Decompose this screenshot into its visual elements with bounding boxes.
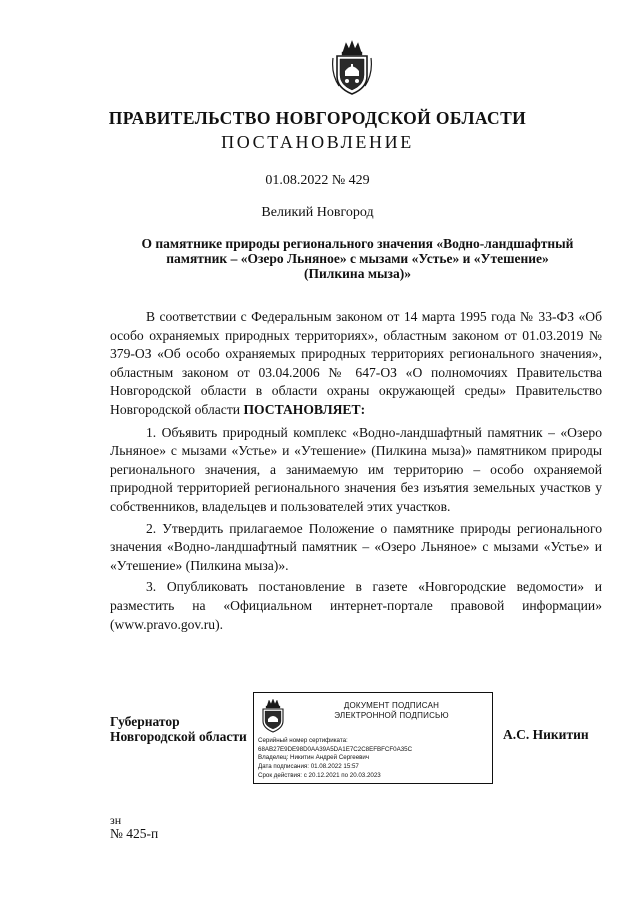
stamp-signed-date: Дата подписания: 01.08.2022 15:57 [258, 763, 359, 771]
stamp-heading [294, 701, 489, 721]
signer-role-line: Новгородской области [110, 729, 247, 744]
stamp-heading-line: ДОКУМЕНТ ПОДПИСАН [343, 701, 440, 710]
stamp-heading-line: ЭЛЕКТРОННОЙ ПОДПИСЬЮ [334, 711, 449, 720]
subject-line: памятник – «Озеро Льняное» с мызами «Устье» и «Утешение» [166, 251, 549, 266]
coat-of-arms-icon [331, 38, 373, 96]
signer-role-line: Губернатор [110, 714, 180, 729]
stamp-details [258, 737, 490, 781]
paragraph-item-3: 3. Опубликовать постановление в газете «Новгородские ведомости» и разместить на «Официальном интернет-портале правовой информации» (www.pravo.gov.ru). [110, 579, 602, 632]
paragraph-item-2: 2. Утвердить прилагаемое Положение о памятнике природы регионального значения «Водно-ландшафтный памятник – «Озеро Льняное» с мызами «Устье» и «Утешение» (Пилкина мыза)». [110, 520, 602, 573]
resolves-keyword: ПОСТАНОВЛЯЕТ: [243, 401, 366, 417]
executor-initials: зн [110, 813, 122, 827]
stamp-owner: Владелец: Никитин Андрей Сергеевич [258, 754, 370, 762]
intro-paragraph [110, 308, 602, 420]
subject-line: (Пилкина мыза)» [304, 266, 411, 281]
stamp-cert-label: Серийный номер сертификата: [258, 737, 348, 744]
government-title: ПРАВИТЕЛЬСТВО НОВГОРОДСКОЙ ОБЛАСТИ [108, 108, 527, 128]
document-subject [110, 236, 605, 281]
paragraph-item-1: 1. Объявить природный комплекс «Водно-ландшафтный памятник – «Озеро Льняное» с мызами «Устье» и «Утешение» (Пилкина мыза)» памятником природы регионального значения, а занимаемую им территорию – особо охраняемой природной территорией регионального значения без изъятия земельных участков у собственников, владельцев и пользователей этих участков. [110, 424, 602, 514]
signer-role [110, 714, 247, 744]
document-city: Великий Новгород [261, 205, 374, 220]
document-body [110, 308, 602, 637]
stamp-emblem-icon [259, 697, 287, 733]
document-type: ПОСТАНОВЛЕНИЕ [221, 132, 414, 152]
stamp-validity: Срок действия: с 20.12.2021 по 20.03.2023 [258, 771, 381, 779]
stamp-cert-number: 68AB27E9DE98D0AA39A5DA1E7C2C8EFBFCF0A35C [258, 745, 413, 753]
registration-number: № 425-п [110, 826, 159, 841]
intro-text: В соответствии с Федеральным законом от 14 марта 1995 года № 33-ФЗ «Об особо охраняемых природных территориях», областным законом от 01.03.2019 № 379-ОЗ «Об особо охраняемых природных территориях регионального значения», областным законом от 03.04.2006 № 647-ОЗ «О полномочиях Правительства Новгородской области в области охраны окружающей среды» Правительство Новгородской области [110, 309, 602, 417]
subject-line: О памятнике природы регионального значения «Водно-ландшафтный [141, 236, 574, 251]
signer-name: А.С. Никитин [503, 727, 589, 742]
electronic-signature-stamp [253, 692, 493, 784]
document-date-number: 01.08.2022 № 429 [265, 173, 370, 188]
